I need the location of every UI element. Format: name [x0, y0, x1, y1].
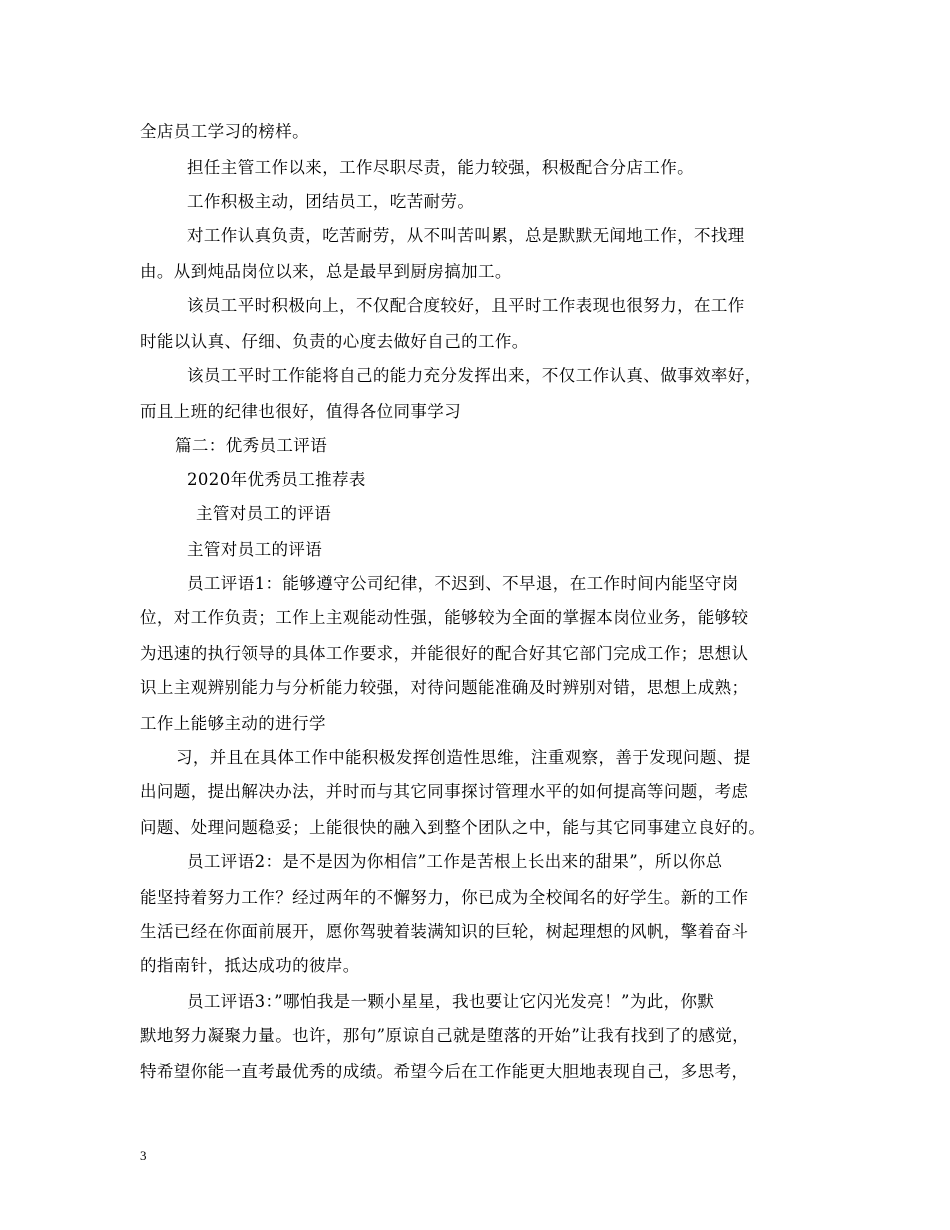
text-line: 主管对员工的评语	[187, 540, 323, 559]
page-number: 3	[140, 1148, 147, 1163]
text-line: 特希望你能一直考最优秀的成绩。希望今后在工作能更大胆地表现自己，多思考，	[140, 1062, 749, 1081]
text-line: 担任主管工作以来，工作尽职尽责，能力较强，积极配合分店工作。	[187, 158, 694, 177]
text-line: 的指南针，抵达成功的彼岸。	[140, 956, 360, 975]
text-line: 该员工平时积极向上，不仅配合度较好，且平时工作表现也很努力，在工作	[187, 296, 745, 315]
text-line: 时能以认真、仔细、负责的心度去做好自己的工作。	[140, 332, 529, 351]
text-line: 工作上能够主动的进行学	[140, 714, 326, 733]
text-line: 而且上班的纪律也很好，值得各位同事学习	[140, 402, 462, 421]
text-line: 2020年优秀员工推荐表	[187, 470, 366, 489]
text-line: 识上主观辨别能力与分析能力较强，对待问题能准确及时辨别对错，思想上成熟；	[140, 678, 749, 697]
text-line: 员工评语3：”哪怕我是一颗小星星，我也要让它闪光发亮！”为此，你默	[187, 992, 715, 1011]
text-line: 该员工平时工作能将自己的能力充分发挥出来，不仅工作认真、做事效率好，	[187, 366, 762, 385]
text-line: 由。从到炖品岗位以来，总是最早到厨房搞加工。	[140, 262, 512, 281]
text-line: 能坚持着努力工作？经过两年的不懈努力，你已成为全校闻名的好学生。新的工作	[140, 888, 749, 907]
text-line: 默地努力凝聚力量。也许，那句”原谅自己就是堕落的开始”让我有找到了的感觉，	[140, 1026, 750, 1045]
text-line: 员工评语1：能够遵守公司纪律，不迟到、不早退，在工作时间内能坚守岗	[187, 574, 739, 593]
text-line: 出问题，提出解决办法，并时而与其它同事探讨管理水平的如何提高等问题，考虑	[140, 782, 749, 801]
text-line: 位，对工作负责；工作上主观能动性强，能够较为全面的掌握本岗位业务，能够较	[140, 608, 749, 627]
text-line: 为迅速的执行领导的具体工作要求，并能很好的配合好其它部门完成工作；思想认	[140, 644, 749, 663]
section-heading: 篇二：优秀员工评语	[175, 436, 328, 455]
text-line: 习，并且在具体工作中能积极发挥创造性思维，注重观察，善于发现问题、提	[176, 748, 751, 767]
text-line: 生活已经在你面前展开，愿你驾驶着装满知识的巨轮，树起理想的风帆，擎着奋斗	[140, 922, 749, 941]
text-line: 对工作认真负责，吃苦耐劳，从不叫苦叫累，总是默默无闻地工作，不找理	[187, 226, 745, 245]
text-line: 员工评语2：是不是因为你相信”工作是苦根上长出来的甜果”，所以你总	[187, 852, 723, 871]
text-line: 主管对员工的评语	[196, 504, 332, 523]
text-line: 工作积极主动，团结员工，吃苦耐劳。	[187, 192, 475, 211]
text-line: 全店员工学习的榜样。	[140, 122, 309, 141]
text-line: 问题、处理问题稳妥；上能很快的融入到整个团队之中，能与其它同事建立良好的。	[140, 818, 766, 837]
